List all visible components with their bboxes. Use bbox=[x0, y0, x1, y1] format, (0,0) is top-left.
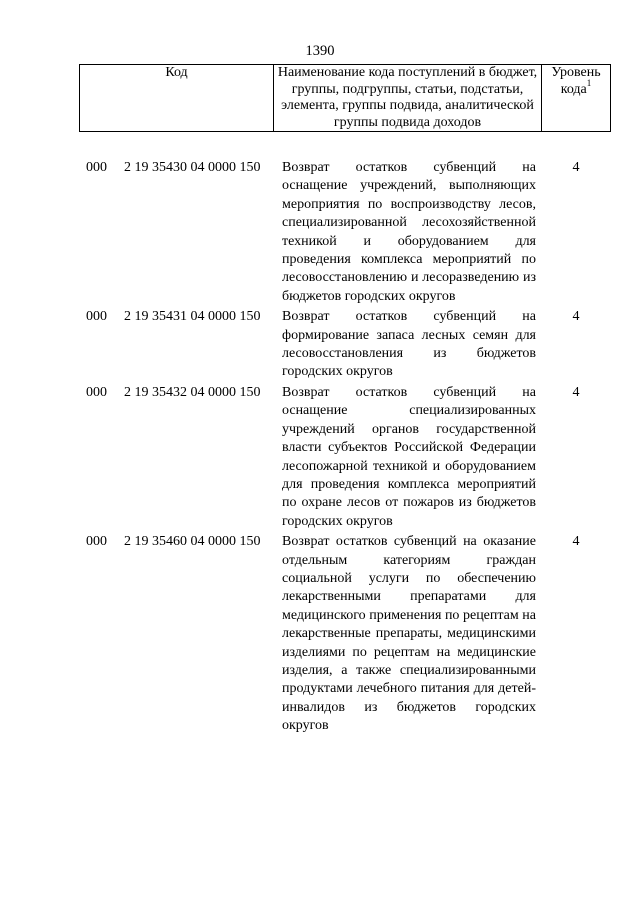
row-prefix: 000 bbox=[86, 534, 107, 550]
row-prefix: 000 bbox=[86, 309, 107, 325]
row-code: 2 19 35431 04 0000 150 bbox=[124, 309, 261, 325]
row-code: 2 19 35430 04 0000 150 bbox=[124, 160, 261, 175]
row-prefix: 000 bbox=[86, 160, 107, 175]
row-name: Возврат остатков субвенций на оснащение учреждений, выполняющих мероприятия по воспроизводству лесов, специализированной лесохозяйственной техникой и оборудованием для проведения комплекса мероприятий по лесовосстановлению и лесоразведению из бюджетов городских округов bbox=[282, 160, 536, 304]
header-level-cell bbox=[542, 65, 611, 132]
table-body bbox=[0, 159, 640, 736]
table-header bbox=[79, 64, 611, 132]
header-code-label: Код bbox=[165, 65, 188, 80]
row-level: 4 bbox=[572, 534, 580, 550]
row-prefix: 000 bbox=[86, 384, 107, 400]
row-code: 2 19 35432 04 0000 150 bbox=[124, 384, 261, 400]
header-code-cell bbox=[80, 65, 274, 132]
header-name-cell bbox=[274, 65, 542, 132]
row-level: 4 bbox=[572, 309, 580, 325]
header-name-label: Наименование кода поступлений в бюджет, группы, подгруппы, статьи, подстатьи, элемента, группы подвида, аналитической группы подвида доходов bbox=[277, 65, 538, 130]
table-row bbox=[0, 533, 640, 735]
header-level-label: Уровень кода bbox=[551, 65, 601, 97]
page-number: 1390 bbox=[305, 43, 335, 59]
row-level: 4 bbox=[572, 384, 580, 400]
table-row bbox=[0, 308, 640, 382]
row-level: 4 bbox=[572, 160, 580, 175]
header-level-footnote: 1 bbox=[586, 77, 592, 88]
row-name: Возврат остатков субвенций на оказание отдельным категориям граждан социальной услуги по обеспечению лекарственными препаратами для медицинского применения по рецептам на лекарственные препараты, медицинскими изделиями по рецептам на медицинские изделия, а также специализированными продуктами лечебного питания для детей-инвалидов из бюджетов городских округов bbox=[282, 534, 536, 734]
row-name: Возврат остатков субвенций на оснащение специализированных учреждений органов государственной власти субъектов Российской Федерации лесопожарной техникой и оборудованием для проведения комплекса мероприятий по охране лесов от пожаров из бюджетов городских округов bbox=[282, 384, 536, 529]
table-row bbox=[0, 384, 640, 531]
table-row bbox=[0, 159, 640, 306]
row-name: Возврат остатков субвенций на формирование запаса лесных семян для лесовосстановления из бюджетов городских округов bbox=[282, 309, 536, 380]
row-code: 2 19 35460 04 0000 150 bbox=[124, 534, 261, 550]
